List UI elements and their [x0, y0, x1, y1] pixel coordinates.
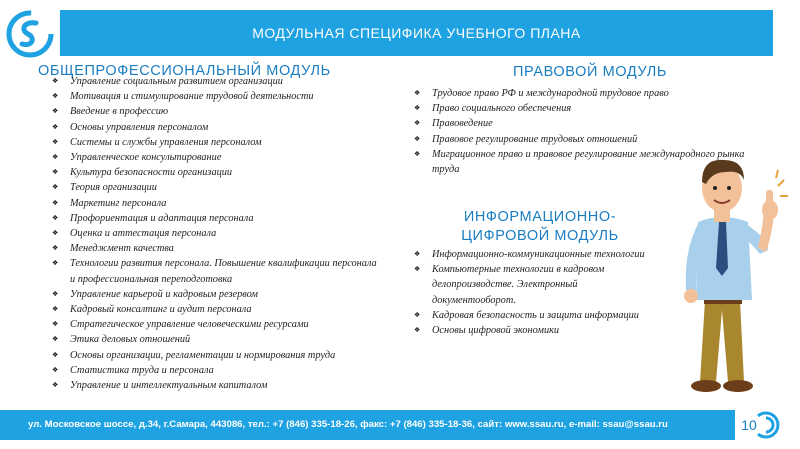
list-item: ❖ Технологии развития персонала. Повышение квалификации персонала и профессиональная переподготовка — [50, 256, 380, 286]
list-item: ❖ Теория организации — [50, 180, 380, 195]
list-item: ❖ Информационно-коммуникационные технологии — [412, 247, 652, 262]
list-item: ❖ Профориентация и адаптация персонала — [50, 211, 380, 226]
list-item: ❖ Управление карьерой и кадровым резервом — [50, 287, 380, 302]
list-item: ❖ Менеджмент качества — [50, 241, 380, 256]
contact-info: ул. Московское шоссе, д.34, г.Самара, 443086, тел.: +7 (846) 335-18-26, факс: +7 (846) 335-18-36, сайт: www.ssau.ru, e-mail: ssau@ssau.ru — [28, 419, 668, 430]
list-item: ❖ Управление социальным развитием организации — [50, 74, 380, 89]
list-item: ❖ Кадровая безопасность и защита информации — [412, 308, 652, 323]
list-item: ❖ Этика деловых отношений — [50, 332, 380, 347]
list-item: ❖ Правовое регулирование трудовых отношений — [412, 132, 762, 147]
list-item: ❖ Стратегическое управление человеческими ресурсами — [50, 317, 380, 332]
list-item: ❖ Введение в профессию — [50, 104, 380, 119]
list-item: ❖ Мотивация и стимулирование трудовой деятельности — [50, 89, 380, 104]
list-item: ❖ Трудовое право РФ и международной трудовое право — [412, 86, 762, 101]
page-number: 10 — [741, 417, 757, 433]
digital-module-title: ИНФОРМАЦИОННО-ЦИФРОВОЙ МОДУЛЬ — [461, 209, 619, 244]
digital-module-list — [412, 247, 652, 338]
footer — [0, 410, 800, 440]
list-item: ❖ Маркетинг персонала — [50, 196, 380, 211]
list-item: ❖ Основы цифровой экономики — [412, 323, 652, 338]
legal-module-title: ПРАВОВОЙ МОДУЛЬ — [513, 64, 667, 80]
list-item: ❖ Право социального обеспечения — [412, 101, 762, 116]
list-item: ❖ Основы управления персоналом — [50, 120, 380, 135]
general-module-title: ОБЩЕПРОФЕССИОНАЛЬНЫЙ МОДУЛЬ — [38, 63, 331, 79]
page-title: МОДУЛЬНАЯ СПЕЦИФИКА УЧЕБНОГО ПЛАНА — [252, 25, 581, 41]
list-item: ❖ Культура безопасности организации — [50, 165, 380, 180]
list-item: ❖ Статистика труда и персонала — [50, 363, 380, 378]
list-item: ❖ Управление и интеллектуальным капиталом — [50, 378, 380, 393]
university-logo-icon — [6, 10, 54, 58]
list-item: ❖ Миграционное право и правовое регулирование международного рынка труда — [412, 147, 762, 177]
list-item: ❖ Оценка и аттестация персонала — [50, 226, 380, 241]
list-item: ❖ Правоведение — [412, 116, 762, 131]
list-item: ❖ Системы и службы управления персоналом — [50, 135, 380, 150]
list-item: ❖ Управленческое консультирование — [50, 150, 380, 165]
thumbs-up-man-illustration-icon — [660, 150, 790, 400]
list-item: ❖ Кадровый консалтинг и аудит персонала — [50, 302, 380, 317]
list-item: ❖ Компьютерные технологии в кадровом делопроизводстве. Электронный документооборот. — [412, 262, 652, 308]
footer-logo-icon — [752, 410, 780, 440]
list-item: ❖ Основы организации, регламентации и нормирования труда — [50, 348, 380, 363]
general-module-list — [50, 74, 380, 393]
header — [0, 10, 773, 56]
